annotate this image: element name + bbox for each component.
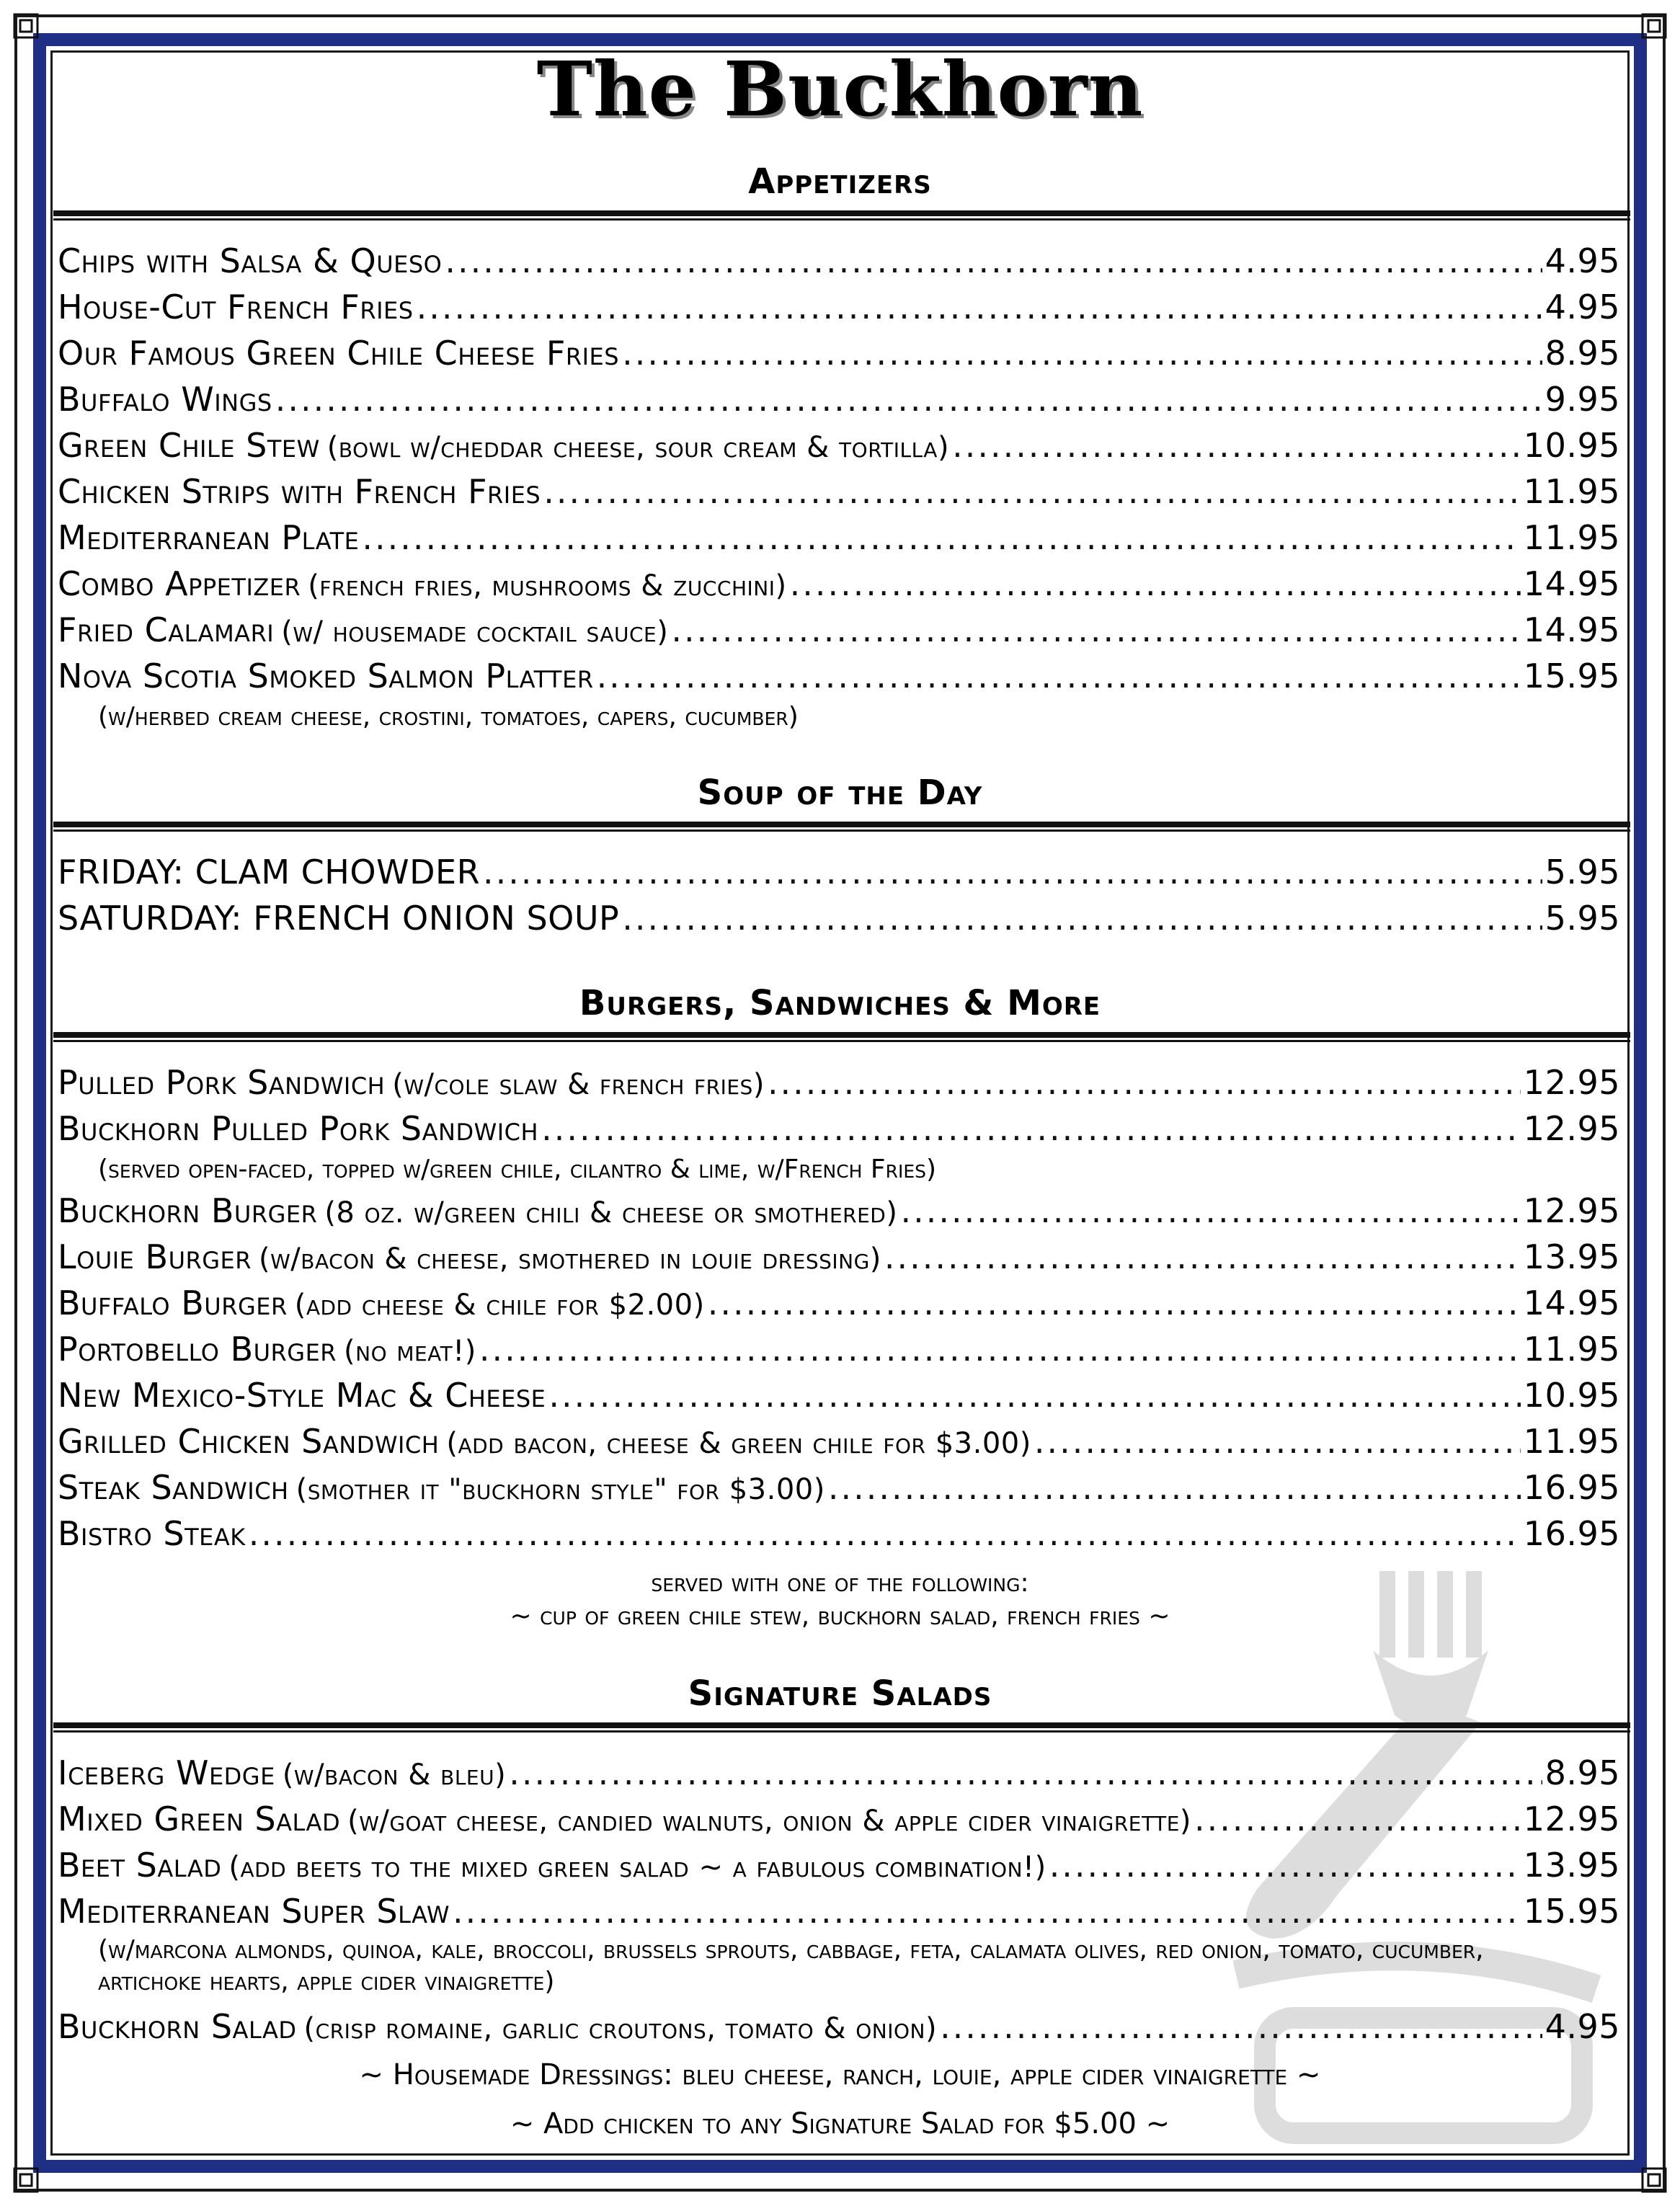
salads-list bbox=[58, 1750, 1620, 2050]
menu-item bbox=[58, 561, 1620, 607]
item-price: 8.95 bbox=[1545, 1753, 1620, 1792]
item-name: Fried Calamari bbox=[58, 610, 275, 649]
item-price: 5.95 bbox=[1545, 853, 1620, 891]
add-chicken-note: ~ Add chicken to any Signature Salad for $5.00 ~ bbox=[510, 2107, 1170, 2140]
menu-item bbox=[58, 653, 1620, 699]
item-description: (no meat!) bbox=[344, 1335, 476, 1368]
item-price: 14.95 bbox=[1523, 564, 1620, 603]
dot-leader bbox=[790, 561, 1521, 607]
item-description: (bowl w/cheddar cheese, sour cream & tortilla) bbox=[326, 431, 950, 464]
menu-item bbox=[58, 1750, 1620, 1796]
corner-ornament-icon bbox=[1638, 2164, 1670, 2196]
section-divider bbox=[53, 210, 1630, 221]
menu-item bbox=[58, 1842, 1620, 1888]
dot-leader bbox=[768, 1059, 1521, 1106]
dot-leader bbox=[622, 330, 1542, 376]
item-name: Mixed Green Salad bbox=[58, 1800, 341, 1838]
dot-leader bbox=[622, 895, 1542, 941]
item-price: 11.95 bbox=[1523, 472, 1620, 511]
item-price: 4.95 bbox=[1545, 241, 1620, 280]
item-name: Pulled Pork Sandwich bbox=[58, 1063, 386, 1102]
menu-item bbox=[58, 1511, 1620, 1557]
item-price: 16.95 bbox=[1523, 1468, 1620, 1507]
item-name: Bistro Steak bbox=[58, 1514, 246, 1553]
menu-item bbox=[58, 1372, 1620, 1418]
menu-item bbox=[58, 607, 1620, 653]
served-with-note: served with one of the following: bbox=[651, 1568, 1029, 1598]
item-note: (w/herbed cream cheese, crostini, tomatoes, capers, cucumber) bbox=[98, 702, 799, 731]
item-name: Chips with Salsa & Queso bbox=[58, 241, 443, 280]
corner-ornament-icon bbox=[1638, 10, 1670, 42]
dot-leader bbox=[541, 1106, 1521, 1152]
item-description: (smother it "buckhorn style" for $3.00) bbox=[295, 1473, 825, 1506]
item-name: Buffalo Wings bbox=[58, 380, 272, 419]
dot-leader bbox=[900, 1188, 1520, 1234]
item-description: (8 oz. w/green chili & cheese or smothered) bbox=[324, 1196, 898, 1229]
item-price: 5.95 bbox=[1545, 899, 1620, 938]
item-name: Nova Scotia Smoked Salmon Platter bbox=[58, 657, 594, 695]
item-description: (w/bacon & cheese, smothered in louie dressing) bbox=[258, 1242, 881, 1276]
menu-item bbox=[58, 1106, 1620, 1152]
section-divider bbox=[53, 822, 1630, 832]
menu-item bbox=[58, 1059, 1620, 1106]
menu-item bbox=[58, 1464, 1620, 1511]
dot-leader bbox=[940, 2003, 1542, 2050]
item-price: 14.95 bbox=[1523, 1284, 1620, 1322]
menu-item bbox=[58, 1326, 1620, 1372]
dot-leader bbox=[249, 1511, 1521, 1557]
item-price: 12.95 bbox=[1523, 1109, 1620, 1148]
item-description: (add bacon, cheese & green chile for $3.00) bbox=[446, 1427, 1031, 1460]
item-name: Buckhorn Pulled Pork Sandwich bbox=[58, 1109, 539, 1148]
dot-leader bbox=[362, 515, 1520, 561]
item-name: Louie Burger bbox=[58, 1237, 252, 1276]
item-name: Our Famous Green Chile Cheese Fries bbox=[58, 334, 620, 373]
menu-item bbox=[58, 1188, 1620, 1234]
item-price: 11.95 bbox=[1523, 1330, 1620, 1369]
dot-leader bbox=[708, 1280, 1521, 1326]
item-price: 11.95 bbox=[1523, 518, 1620, 557]
dot-leader bbox=[1049, 1842, 1521, 1888]
item-price: 15.95 bbox=[1523, 657, 1620, 695]
item-note: (w/marcona almonds, quinoa, kale, broccoli, brussels sprouts, cabbage, feta, calamata olives, red onion, tomato, cucumber, artichoke hearts, apple cider vinaigrette) bbox=[98, 1935, 1484, 1996]
item-name: Combo Appetizer bbox=[58, 564, 301, 603]
item-price: 11.95 bbox=[1523, 1422, 1620, 1461]
dot-leader bbox=[828, 1464, 1521, 1511]
item-name: Chicken Strips with French Fries bbox=[58, 472, 541, 511]
section-divider bbox=[53, 1032, 1630, 1042]
dot-leader bbox=[509, 1750, 1542, 1796]
menu-item bbox=[58, 1234, 1620, 1280]
item-name: Mediterranean Super Slaw bbox=[58, 1892, 450, 1931]
item-name: Mediterranean Plate bbox=[58, 518, 360, 557]
dot-leader bbox=[548, 1372, 1520, 1418]
item-price: 13.95 bbox=[1523, 1237, 1620, 1276]
dot-leader bbox=[1194, 1796, 1521, 1842]
soup-list bbox=[58, 849, 1620, 941]
corner-ornament-icon bbox=[10, 10, 42, 42]
item-price: 10.95 bbox=[1523, 426, 1620, 465]
burgers-list bbox=[58, 1059, 1620, 1557]
menu-item bbox=[58, 468, 1620, 515]
item-name: Steak Sandwich bbox=[58, 1468, 289, 1507]
sides-note: ~ cup of green chile stew, buckhorn salad, french fries ~ bbox=[510, 1601, 1170, 1631]
dot-leader bbox=[671, 607, 1520, 653]
item-name: SATURDAY: FRENCH ONION SOUP bbox=[58, 899, 620, 938]
dot-leader bbox=[597, 653, 1521, 699]
item-price: 9.95 bbox=[1545, 380, 1620, 419]
item-name: FRIDAY: CLAM CHOWDER bbox=[58, 853, 481, 891]
menu-item bbox=[58, 238, 1620, 284]
item-description: (add cheese & chile for $2.00) bbox=[294, 1289, 705, 1322]
item-note: (served open-faced, topped w/green chile, cilantro & lime, w/French Fries) bbox=[98, 1155, 937, 1184]
menu-item bbox=[58, 376, 1620, 422]
dressings-note: ~ Housemade Dressings: bleu cheese, ranch, louie, apple cider vinaigrette ~ bbox=[359, 2058, 1321, 2091]
menu-item bbox=[58, 1888, 1620, 1934]
item-description: (w/bacon & bleu) bbox=[282, 1758, 507, 1792]
dot-leader bbox=[483, 849, 1542, 895]
dot-leader bbox=[275, 376, 1542, 422]
dot-leader bbox=[445, 238, 1542, 284]
section-divider bbox=[53, 1722, 1630, 1733]
item-name: Iceberg Wedge bbox=[58, 1753, 275, 1792]
item-name: Beet Salad bbox=[58, 1846, 222, 1885]
item-name: Buckhorn Burger bbox=[58, 1191, 318, 1230]
dot-leader bbox=[1034, 1418, 1521, 1464]
item-description: (w/goat cheese, candied walnuts, onion & apple cider vinaigrette) bbox=[347, 1805, 1192, 1838]
item-name: Buffalo Burger bbox=[58, 1284, 288, 1322]
dot-leader bbox=[543, 468, 1521, 515]
item-price: 16.95 bbox=[1523, 1514, 1620, 1553]
appetizers-heading: Appetizers bbox=[748, 161, 932, 202]
dot-leader bbox=[952, 422, 1521, 468]
dot-leader bbox=[453, 1888, 1521, 1934]
item-price: 12.95 bbox=[1523, 1800, 1620, 1838]
menu-item bbox=[58, 2003, 1620, 2050]
item-price: 12.95 bbox=[1523, 1191, 1620, 1230]
item-price: 13.95 bbox=[1523, 1846, 1620, 1885]
appetizers-list bbox=[58, 238, 1620, 735]
burgers-heading: Burgers, Sandwiches & More bbox=[579, 983, 1101, 1023]
item-name: Grilled Chicken Sandwich bbox=[58, 1422, 440, 1461]
item-description: (w/ housemade cocktail sauce) bbox=[281, 615, 669, 649]
item-price: 14.95 bbox=[1523, 610, 1620, 649]
item-name: Green Chile Stew bbox=[58, 426, 320, 465]
menu-item bbox=[58, 895, 1620, 941]
dot-leader bbox=[479, 1326, 1521, 1372]
item-price: 8.95 bbox=[1545, 334, 1620, 373]
item-description: (crisp romaine, garlic croutons, tomato & onion) bbox=[303, 2012, 938, 2045]
restaurant-title: The Buckhorn bbox=[536, 45, 1144, 133]
menu-item bbox=[58, 330, 1620, 376]
item-price: 10.95 bbox=[1523, 1376, 1620, 1415]
salads-heading: Signature Salads bbox=[688, 1673, 992, 1714]
menu-item bbox=[58, 1796, 1620, 1842]
menu-item bbox=[58, 515, 1620, 561]
item-description: (w/cole slaw & french fries) bbox=[392, 1068, 765, 1101]
item-price: 4.95 bbox=[1545, 2007, 1620, 2046]
item-description: (french fries, mushrooms & zucchini) bbox=[308, 569, 787, 602]
item-description: (add beets to the mixed green salad ~ a fabulous combination!) bbox=[228, 1851, 1046, 1884]
corner-ornament-icon bbox=[10, 2164, 42, 2196]
dot-leader bbox=[884, 1234, 1521, 1280]
item-name: Buckhorn Salad bbox=[58, 2007, 297, 2046]
item-name: New Mexico-Style Mac & Cheese bbox=[58, 1376, 546, 1415]
menu-item bbox=[58, 284, 1620, 330]
item-name: House-Cut French Fries bbox=[58, 288, 414, 326]
item-price: 15.95 bbox=[1523, 1892, 1620, 1931]
menu-item bbox=[58, 422, 1620, 468]
menu-item bbox=[58, 849, 1620, 895]
item-price: 4.95 bbox=[1545, 288, 1620, 326]
soup-heading: Soup of the Day bbox=[697, 773, 983, 813]
menu-item bbox=[58, 1280, 1620, 1326]
dot-leader bbox=[417, 284, 1542, 330]
item-name: Portobello Burger bbox=[58, 1330, 337, 1369]
item-price: 12.95 bbox=[1523, 1063, 1620, 1102]
menu-item bbox=[58, 1418, 1620, 1464]
